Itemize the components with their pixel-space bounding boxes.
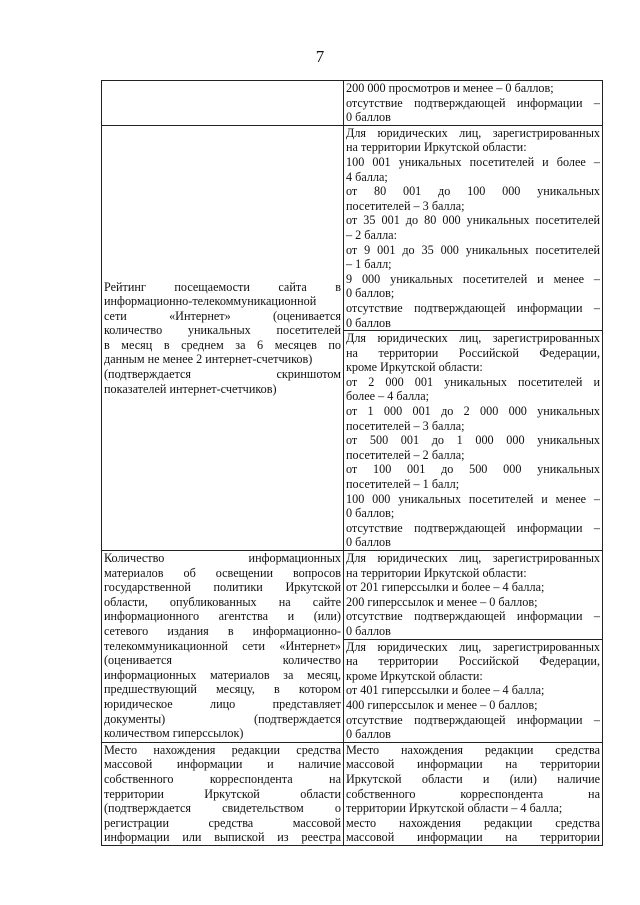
scoring-line: от 80 001 до 100 000 уникальных [346, 184, 600, 199]
scoring-line: кроме Иркутской области: [346, 360, 483, 375]
scoring-cell [344, 81, 603, 126]
criterion-line: показателей интернет-счетчиков) [104, 381, 277, 396]
criterion-line: сетевого издания в информационно- [104, 623, 341, 638]
scoring-line: от 1 000 001 до 2 000 000 уникальных [346, 404, 600, 419]
scoring-block [344, 639, 602, 742]
criterion-cell [102, 125, 344, 550]
criterion-line: Место нахождения редакции средства [104, 742, 341, 757]
scoring-line: 0 баллов; [346, 286, 395, 301]
scoring-line: территории Иркутской области – 4 балла; [346, 801, 563, 816]
criterion-line: массовой информации и наличие [104, 757, 341, 772]
criterion-cell [102, 742, 344, 845]
criterion-line: информационных материалов за месяц, [104, 667, 341, 682]
scoring-line: посетителей – 3 балла; [346, 198, 465, 213]
criterion-line: (оценивается количество [104, 653, 341, 668]
scoring-block [344, 743, 602, 845]
scoring-line: от 35 001 до 80 000 уникальных посетителей [346, 213, 600, 228]
scoring-line: отсутствие подтверждающей информации – [346, 95, 600, 110]
scoring-line: 0 баллов [346, 315, 391, 330]
scoring-line: место нахождения редакции средства [346, 815, 600, 830]
scoring-line: Для юридических лиц, зарегистрированных [346, 639, 600, 654]
scoring-cell [344, 125, 603, 550]
criterion-line: юридическое лицо представляет [104, 696, 341, 711]
scoring-line: 100 001 уникальных посетителей и более – [346, 154, 600, 169]
scoring-line: 0 баллов [346, 535, 391, 550]
criterion-line: государственной политики Иркутской [104, 580, 341, 595]
scoring-line: Место нахождения редакции средства [346, 742, 600, 757]
criterion-line: собственного корреспондента на [104, 771, 341, 786]
scoring-line: на территории Иркутской области: [346, 565, 527, 580]
scoring-line: от 9 001 до 35 000 уникальных посетителей [346, 242, 600, 257]
scoring-line: от 201 гиперссылки и более – 4 балла; [346, 580, 545, 595]
criterion-line: материалов об освещении вопросов [104, 565, 341, 580]
scoring-line: от 100 001 до 500 000 уникальных [346, 462, 600, 477]
scoring-line: отсутствие подтверждающей информации – [346, 300, 600, 315]
scoring-block [344, 330, 602, 550]
criterion-line: Количество информационных [104, 551, 341, 565]
scoring-line: от 401 гиперссылки и более – 4 балла; [346, 683, 545, 698]
scoring-block [344, 551, 602, 639]
scoring-line: 4 балла; [346, 169, 388, 184]
criteria-table [101, 80, 603, 846]
table-row [102, 742, 603, 845]
scoring-line: 400 гиперссылок и менее – 0 баллов; [346, 697, 538, 712]
criterion-line: информационно-телекоммуникационной [104, 294, 317, 309]
table-row [102, 81, 603, 126]
criterion-cell [102, 551, 344, 743]
scoring-line: на территории Российской Федерации, [346, 345, 600, 360]
scoring-line: Для юридических лиц, зарегистрированных [346, 551, 600, 565]
scoring-line: 0 баллов; [346, 506, 395, 521]
scoring-block [344, 126, 602, 330]
table-row [102, 125, 603, 550]
scoring-line: 9 000 уникальных посетителей и менее – [346, 271, 600, 286]
scoring-line: 0 баллов [346, 727, 391, 742]
scoring-line: Для юридических лиц, зарегистрированных [346, 331, 600, 346]
criterion-line: количеством гиперссылок) [104, 726, 244, 741]
criterion-line: информации или выпиской из реестра [104, 830, 341, 845]
scoring-line: 0 баллов [346, 623, 391, 638]
scoring-line: на территории Российской Федерации, [346, 654, 600, 669]
scoring-line: более – 4 балла; [346, 389, 430, 404]
scoring-line: от 500 001 до 1 000 000 уникальных [346, 433, 600, 448]
criterion-line: Рейтинг посещаемости сайта в [104, 279, 341, 294]
criterion-line: предшествующий месяцу, в котором [104, 682, 341, 697]
scoring-line: – 2 балла: [346, 227, 397, 242]
scoring-line: 0 баллов [346, 110, 391, 125]
scoring-block [344, 81, 602, 125]
scoring-cell [344, 551, 603, 743]
scoring-cell [344, 742, 603, 845]
scoring-line: посетителей – 3 балла; [346, 418, 465, 433]
scoring-line: 200 гиперссылок и менее – 0 баллов; [346, 594, 538, 609]
scoring-line: отсутствие подтверждающей информации – [346, 609, 600, 624]
scoring-line: массовой информации на территории [346, 757, 600, 772]
scoring-line: на территории Иркутской области: [346, 140, 527, 155]
scoring-line: Для юридических лиц, зарегистрированных [346, 125, 600, 140]
scoring-line: от 2 000 001 уникальных посетителей и [346, 374, 600, 389]
criterion-line: информационного агентства и (или) [104, 609, 341, 624]
criterion-line: регистрации средства массовой [104, 815, 341, 830]
scoring-line: массовой информации на территории [346, 830, 600, 845]
scoring-line: 100 000 уникальных посетителей и менее – [346, 491, 600, 506]
criterion-cell [102, 81, 344, 126]
scoring-line: посетителей – 1 балл; [346, 477, 460, 492]
table-row [102, 551, 603, 743]
scoring-line: отсутствие подтверждающей информации – [346, 712, 600, 727]
scoring-line: посетителей – 2 балла; [346, 447, 465, 462]
scoring-line: – 1 балл; [346, 257, 392, 272]
page-number: 7 [315, 47, 325, 66]
scoring-line: собственного корреспондента на [346, 786, 600, 801]
criterion-line: количество уникальных посетителей [104, 323, 341, 338]
scoring-line: 200 000 просмотров и менее – 0 баллов; [346, 81, 554, 95]
scoring-line: кроме Иркутской области: [346, 668, 483, 683]
criterion-line: сети «Интернет» (оценивается [104, 308, 341, 323]
criterion-line: в месяц в среднем за 6 месяцев по [104, 337, 341, 352]
criterion-line: (подтверждается свидетельством о [104, 801, 341, 816]
scoring-line: отсутствие подтверждающей информации – [346, 520, 600, 535]
criterion-line: области, опубликованных на сайте [104, 594, 341, 609]
criterion-line: документы) (подтверждается [104, 711, 341, 726]
scoring-line: Иркутской области и (или) наличие [346, 771, 600, 786]
criterion-line: телекоммуникационной сети «Интернет» [104, 638, 341, 653]
criterion-line: территории Иркутской области [104, 786, 341, 801]
criterion-line: данным не менее 2 интернет-счетчиков) [104, 352, 313, 367]
criterion-line: (подтверждается скриншотом [104, 367, 341, 382]
